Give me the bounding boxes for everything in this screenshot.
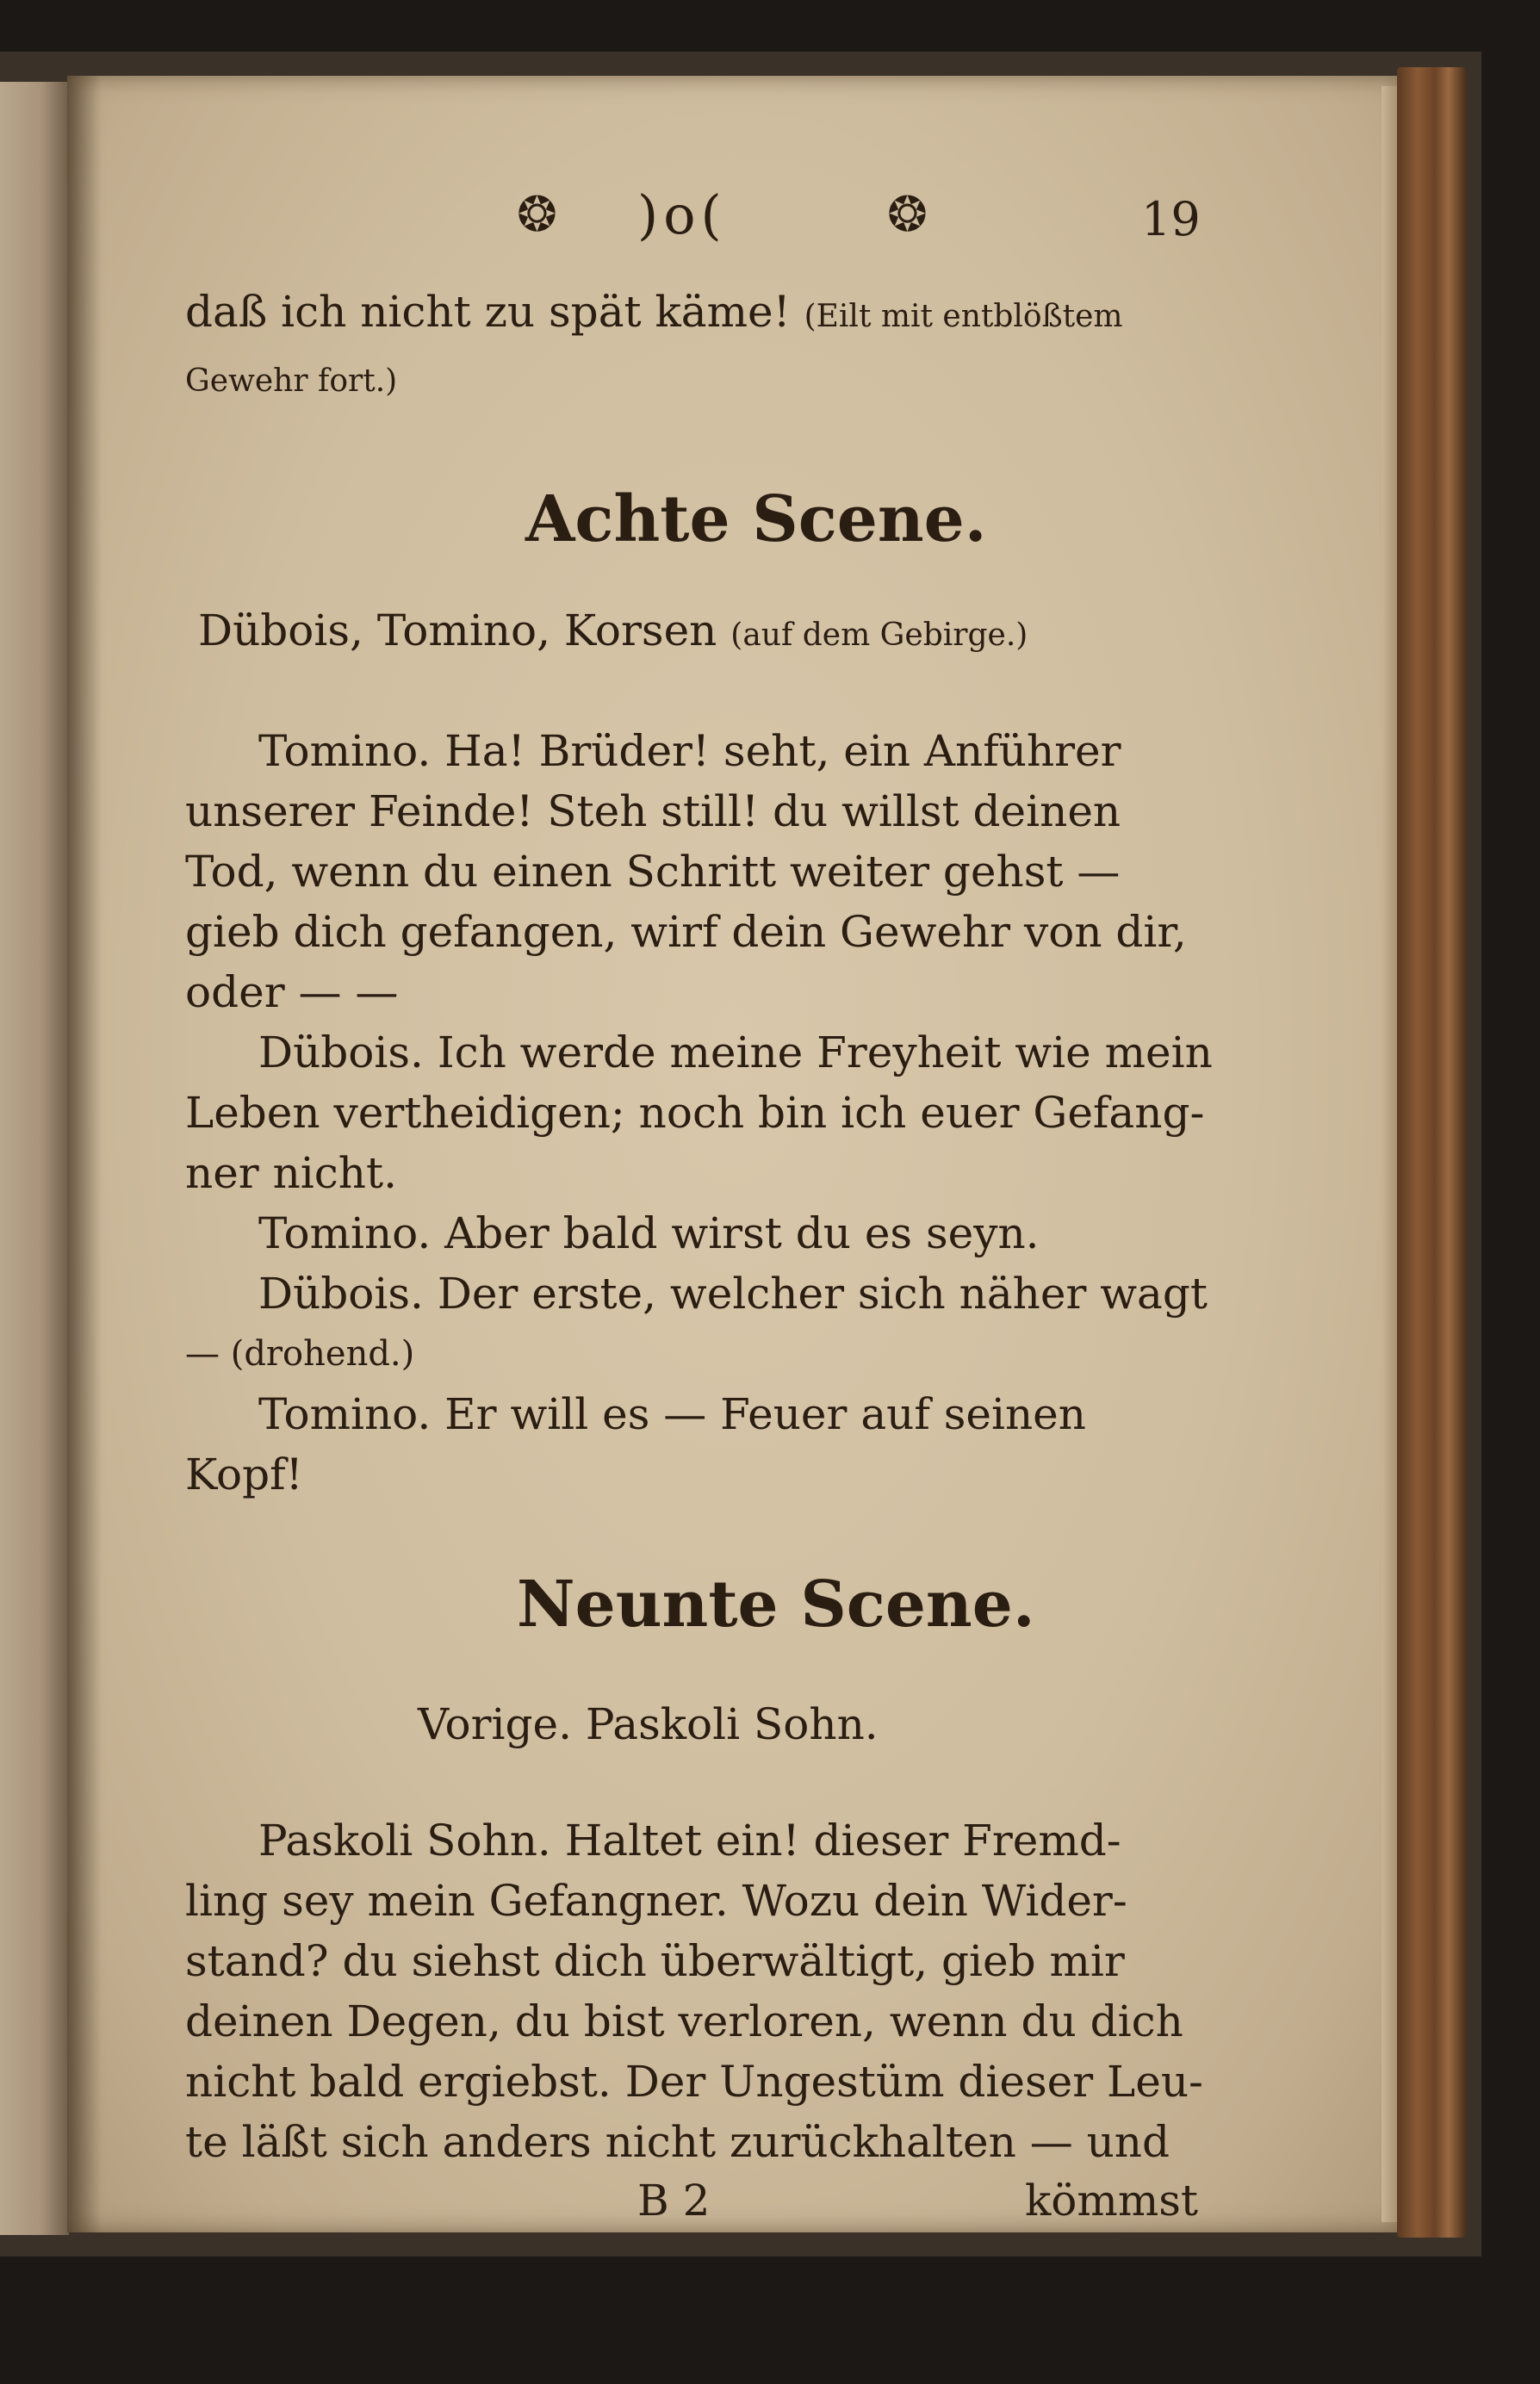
- stage-direction: (Eilt mit entblößtem: [804, 299, 1123, 334]
- text-line: ling sey mein Gefangner. Wozu dein Wider-: [185, 1876, 1127, 1926]
- scene-roles: Vorige. Paskoli Sohn.: [418, 1699, 879, 1749]
- sun-ornament-icon: ❂: [887, 187, 928, 243]
- line-text: daß ich nicht zu spät käme!: [185, 287, 791, 337]
- book-spine: [1397, 67, 1466, 2238]
- text-line: deinen Degen, du bist verloren, wenn du dich: [185, 1996, 1183, 2046]
- catchword: kömmst: [1025, 2176, 1198, 2226]
- scene-roles: [198, 603, 1028, 663]
- text-line: [185, 284, 1123, 345]
- text-line: unserer Feinde! Steh still! du willst deinen: [185, 786, 1121, 836]
- signature-mark: B 2: [637, 2176, 711, 2226]
- text-line: Dübois. Der erste, welcher sich näher wagt: [258, 1269, 1208, 1319]
- text-line: oder — —: [185, 967, 399, 1017]
- text-line: te läßt sich anders nicht zurückhalten — und: [185, 2117, 1170, 2167]
- text-line: — (drohend.): [185, 1334, 415, 1374]
- page-gutter-shadow: [67, 76, 102, 2232]
- text-line: Leben vertheidigen; noch bin ich euer Gefang-: [185, 1088, 1205, 1138]
- roles-text: Dübois, Tomino, Korsen: [198, 605, 717, 655]
- header-mark: )o(: [637, 183, 727, 246]
- left-page-edge: [0, 82, 69, 2235]
- text-line: ner nicht.: [185, 1148, 397, 1198]
- text-line: Tod, wenn du einen Schritt weiter gehst —: [185, 847, 1121, 897]
- sun-ornament-icon: ❂: [517, 187, 557, 243]
- text-line: Tomino. Aber bald wirst du es seyn.: [258, 1208, 1040, 1258]
- text-line: nicht bald ergiebst. Der Ungestüm dieser Leu-: [185, 2057, 1203, 2107]
- page-number: 19: [1141, 192, 1201, 246]
- text-line: Tomino. Ha! Brüder! seht, ein Anführer: [258, 726, 1121, 776]
- stage-direction: (auf dem Gebirge.): [730, 618, 1028, 653]
- stage-direction: Gewehr fort.): [185, 363, 398, 399]
- text-line: Tomino. Er will es — Feuer auf seinen: [258, 1389, 1086, 1439]
- text-line: Paskoli Sohn. Haltet ein! dieser Fremd-: [258, 1816, 1121, 1866]
- text-line: gieb dich gefangen, wirf dein Gewehr von dir,: [185, 907, 1187, 957]
- scene-heading: Achte Scene.: [525, 482, 987, 556]
- scene-heading: Neunte Scene.: [517, 1568, 1035, 1642]
- text-line: Kopf!: [185, 1450, 303, 1499]
- text-line: stand? du siehst dich überwältigt, gieb mir: [185, 1936, 1125, 1986]
- text-line: [185, 349, 397, 409]
- text-line: Dübois. Ich werde meine Freyheit wie mein: [258, 1027, 1213, 1077]
